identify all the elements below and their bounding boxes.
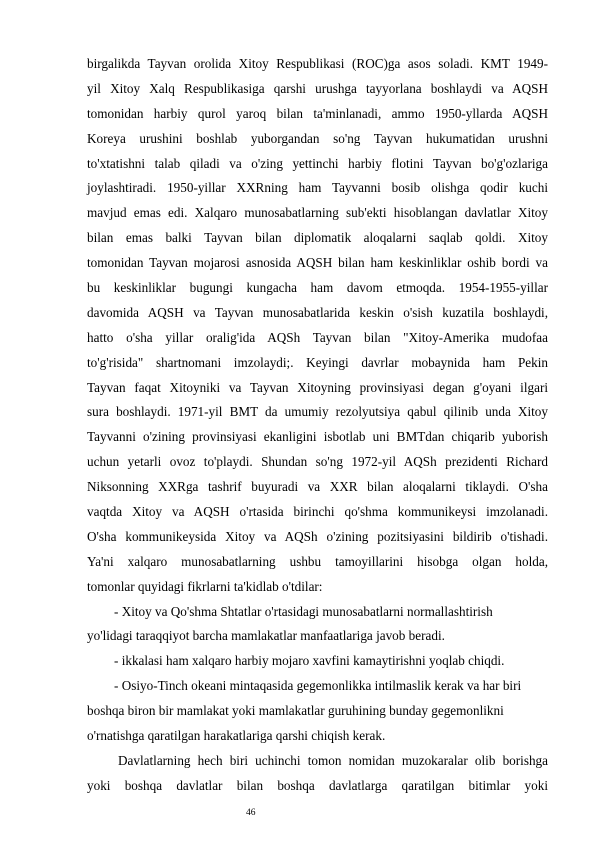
bullet-line: - Xitoy va Qo'shma Shtatlar o'rtasidagi munosabatlarni normallashtirish xyxy=(114,603,493,619)
bullet-line: - ikkalasi ham xalqaro harbiy mojaro xavfini kamaytirishni yoqlab chiqdi. xyxy=(114,653,505,669)
text-line: Tayvanni o'zining provinsiyasi ekanligini isbotlab uni BMTdan chiqarib yuborish xyxy=(87,429,548,445)
text-line: tomonidan Tayvan mojarosi asnosida AQSH bilan ham keskinliklar oshib bordi va xyxy=(87,255,548,271)
text-line: Ya'ni xalqaro munosabatlarning ushbu tamoyillarini hisobga olgan holda, xyxy=(87,553,548,569)
text-line: joylashtiradi. 1950-yillar XXRning ham Tayvanni bosib olishga qodir kuchi xyxy=(87,180,548,196)
text-line: birgalikda Tayvan orolida Xitoy Respublikasi (ROC)ga asos soladi. KMT 1949- xyxy=(87,56,548,71)
text-line: vaqtda Xitoy va AQSH o'rtasida birinchi qo'shma kommunikeysi imzolanadi. xyxy=(87,504,548,520)
paragraph-start-line: Davlatlarning hech biri uchinchi tomon nomidan muzokaralar olib borishga xyxy=(118,752,548,768)
text-line: Tayvan faqat Xitoyniki va Tayvan Xitoyning provinsiyasi degan g'oyani ilgari xyxy=(87,379,548,395)
text-line: o'rnatishga qaratilgan harakatlariga qarshi chiqish kerak. xyxy=(87,728,386,744)
text-line: tomonidan harbiy qurol yaroq bilan ta'minlanadi, ammo 1950-yllarda AQSH xyxy=(87,105,548,121)
text-line: bilan emas balki Tayvan bilan diplomatik aloqalarni saqlab qoldi. Xitoy xyxy=(87,230,548,246)
text-line: Koreya urushini boshlab yuborgandan so'ng Tayvan hukumatidan urushni xyxy=(87,130,548,146)
text-line: boshqa biron bir mamlakat yoki mamlakatlar guruhining bunday gegemonlikni xyxy=(87,703,504,719)
text-line: Niksonning XXRga tashrif buyuradi va XXR bilan aloqalarni tiklaydi. O'sha xyxy=(87,479,548,495)
text-line: davomida AQSH va Tayvan munosabatlarida keskin o'sish kuzatila boshlaydi, xyxy=(87,304,548,320)
text-line: uchun yetarli ovoz to'playdi. Shundan so'ng 1972-yil AQSh prezidenti Richard xyxy=(87,454,548,470)
text-line: to'g'risida" shartnomani imzolaydi;. Keyingi davrlar mobaynida ham Pekin xyxy=(87,354,548,370)
page-number: 46 xyxy=(246,808,256,818)
text-line: O'sha kommunikeysida Xitoy va AQSh o'zining pozitsiyasini bildirib o'tishadi. xyxy=(87,528,548,544)
text-line: to'xtatishni talab qiladi va o'zing yettinchi harbiy flotini Tayvan bo'g'ozlariga xyxy=(87,155,548,171)
bullet-line: - Osiyo-Tinch okeani mintaqasida gegemonlikka intilmaslik kerak va har biri xyxy=(114,678,522,694)
text-line: mavjud emas edi. Xalqaro munosabatlarning sub'ekti hisoblangan davlatlar Xitoy xyxy=(87,205,548,221)
text-line: yil Xitoy Xalq Respublikasiga qarshi urushga tayyorlana boshlaydi va AQSH xyxy=(87,80,548,96)
text-line: hatto o'sha yillar oralig'ida AQSh Tayvan bilan "Xitoy-Amerika mudofaa xyxy=(87,329,548,345)
text-line: tomonlar quyidagi fikrlarni ta'kidlab o'tdilar: xyxy=(87,578,323,594)
text-line: yo'lidagi taraqqiyot barcha mamlakatlar manfaatlariga javob beradi. xyxy=(87,628,445,644)
text-line: sura boshlaydi. 1971-yil BMT da umumiy rezolyutsiya qabul qilinib unda Xitoy xyxy=(87,404,548,420)
text-line: yoki boshqa davlatlar bilan boshqa davlatlarga qaratilgan bitimlar yoki xyxy=(87,777,548,793)
document-body xyxy=(87,52,548,799)
text-line: bu keskinliklar bugungi kungacha ham davom etmoqda. 1954-1955-yillar xyxy=(87,280,548,296)
